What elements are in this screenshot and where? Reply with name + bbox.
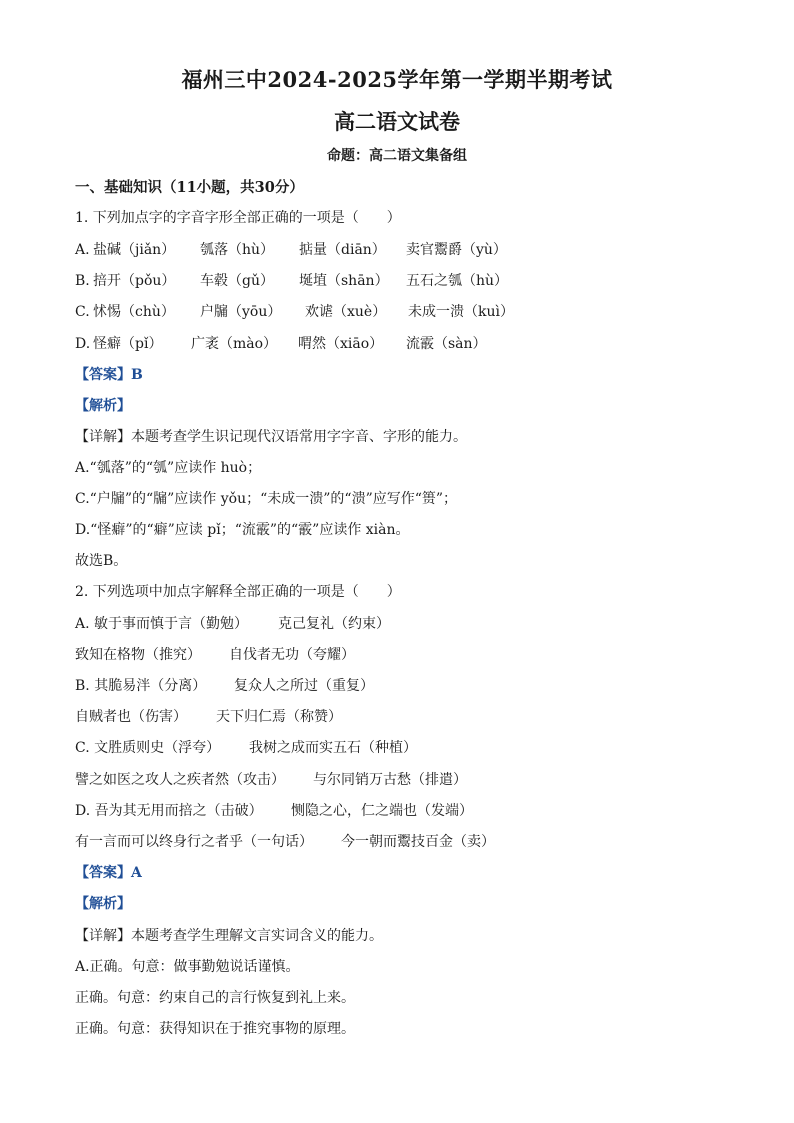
q2-analysis-label: 【解析】 (75, 896, 131, 912)
q2-item: 恻隐之心，仁之端也（发端） (291, 803, 473, 819)
option-item: 瓠落（hù） (200, 242, 275, 258)
q1-analysis-label: 【解析】 (75, 398, 131, 414)
option-item: 掊开（pǒu） (93, 273, 176, 289)
q2-item: 复众人之所过（重复） (234, 678, 374, 694)
q1-detail: 【详解】本题考查学生识记现代汉语常用字字音、字形的能力。 (75, 429, 467, 445)
q1-option-a (75, 240, 595, 260)
q2-item: 天下归仁焉（称赞） (216, 709, 342, 725)
q1-note: D.“怪癖”的“癖”应读 pǐ；“流霰”的“霰”应读作 xiàn。 (75, 522, 410, 538)
option-item: 喟然（xiāo） (298, 336, 384, 352)
exam-author: 命题：高二语文集备组 (327, 148, 467, 164)
option-item: 户牖（yōu） (200, 304, 282, 320)
q2-line (75, 738, 675, 758)
exam-subtitle: 高二语文试卷 (334, 109, 460, 134)
option-item: 未成一溃（kuì） (408, 304, 514, 320)
q2-item: 今一朝而鬻技百金（卖） (341, 834, 495, 850)
q1-option-d (75, 334, 595, 354)
q2-line (75, 707, 675, 727)
exam-title: 福州三中2024-2025学年第一学期半期考试 (181, 67, 613, 92)
section-heading: 一、基础知识（11小题，共30分） (75, 179, 304, 196)
option-item: 埏埴（shān） (299, 273, 389, 289)
q2-item: 有一言而可以终身行之者乎（一句话） (75, 834, 313, 850)
option-label: C. (75, 304, 90, 320)
option-label: D. (75, 336, 91, 352)
q2-line (75, 676, 675, 696)
option-item: 怵惕（chù） (93, 304, 175, 320)
option-item: 五石之瓠（hù） (406, 273, 509, 289)
option-item: 卖官鬻爵（yù） (406, 242, 507, 258)
q2-item: C. 文胜质则史（浮夸） (75, 740, 221, 756)
q2-item: 克己复礼（约束） (278, 616, 390, 632)
q2-item: 我树之成而实五石（种植） (249, 740, 417, 756)
q1-option-b (75, 271, 595, 291)
option-item: 欢谑（xuè） (305, 304, 387, 320)
q2-line (75, 832, 675, 852)
option-item: 掂量（diān） (299, 242, 386, 258)
q2-line (75, 614, 675, 634)
q2-item: 自贼者也（伤害） (75, 709, 187, 725)
option-item: 怪癖（pǐ） (93, 336, 163, 352)
q1-stem: 1. 下列加点字的字音字形全部正确的一项是（ ） (75, 210, 401, 226)
q2-item: D. 吾为其无用而掊之（击破） (75, 803, 263, 819)
q2-line (75, 770, 675, 790)
q1-conclusion: 故选B。 (75, 553, 128, 569)
q2-item: 与尔同销万古愁（排遣） (313, 772, 467, 788)
option-item: 广袤（mào） (191, 336, 278, 352)
q2-item: B. 其脆易泮（分离） (75, 678, 207, 694)
q2-item: 譬之如医之攻人之疾者然（攻击） (75, 772, 285, 788)
q2-detail: 【详解】本题考查学生理解文言实词含义的能力。 (75, 928, 383, 944)
option-label: A. (75, 242, 90, 258)
q1-note: A.“瓠落”的“瓠”应读作 huò； (75, 460, 262, 476)
q2-item: 致知在格物（推究） (75, 647, 201, 663)
option-item: 车毂（gǔ） (200, 273, 274, 289)
q2-item: A. 敏于事而慎于言（勤勉） (75, 616, 249, 632)
q2-note: 正确。句意：约束自己的言行恢复到礼上来。 (75, 990, 355, 1006)
option-item: 流霰（sàn） (406, 336, 487, 352)
q2-line (75, 801, 675, 821)
q2-line (75, 645, 675, 665)
q1-note: C.“户牖”的“牖”应读作 yǒu；“未成一溃”的“溃”应写作“篑”； (75, 491, 458, 507)
option-item: 盐碱（jiǎn） (93, 242, 176, 258)
q1-answer: 【答案】B (75, 367, 143, 383)
q2-item: 自伐者无功（夸耀） (229, 647, 355, 663)
q2-note: A.正确。句意：做事勤勉说话谨慎。 (75, 959, 300, 975)
q1-option-c (75, 302, 595, 322)
q2-note: 正确。句意：获得知识在于推究事物的原理。 (75, 1021, 355, 1037)
q2-answer: 【答案】A (75, 865, 142, 881)
q2-stem: 2. 下列选项中加点字解释全部正确的一项是（ ） (75, 584, 401, 600)
option-label: B. (75, 273, 90, 289)
